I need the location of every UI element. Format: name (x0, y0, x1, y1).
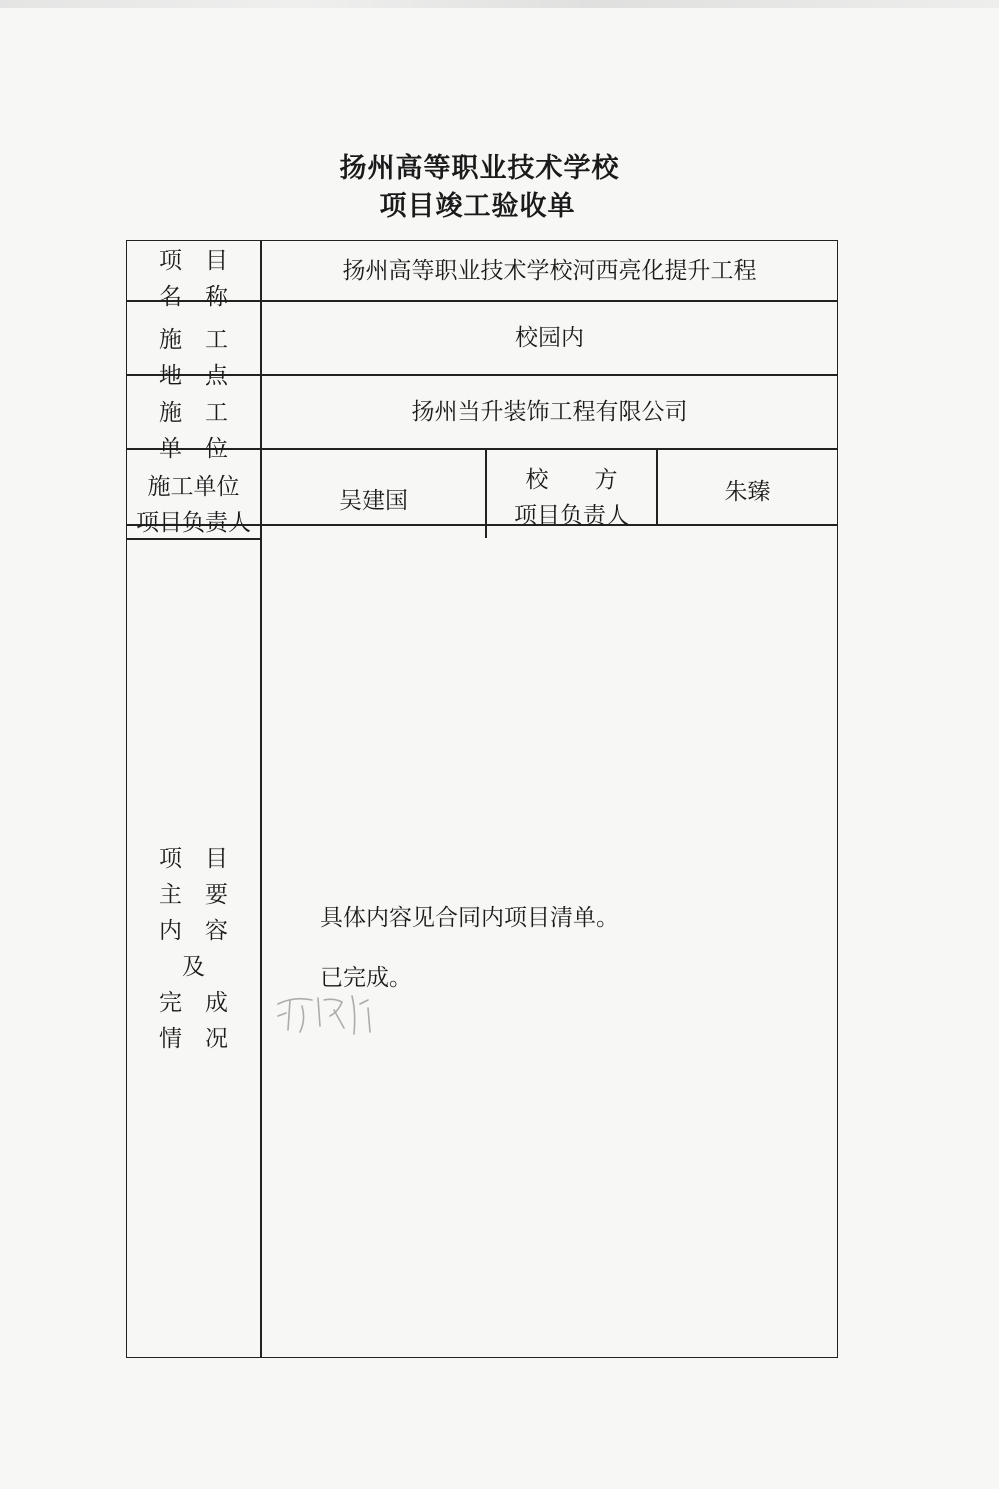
site-label (127, 320, 260, 396)
label-line: 地 点 (159, 363, 228, 389)
school-manager-label (487, 459, 656, 537)
project-name-label (127, 241, 260, 316)
label-line: 完 成 (159, 990, 228, 1016)
label-line: 施 工 (159, 400, 228, 426)
acceptance-form-table (126, 240, 838, 1358)
label-line: 情 况 (159, 1026, 228, 1052)
scan-edge (0, 0, 999, 8)
label-line: 名 称 (159, 283, 228, 310)
label-line: 项目负责人 (514, 503, 629, 529)
label-line: 项 目 (159, 846, 228, 872)
label-line: 主 要 (159, 882, 228, 908)
form-title: 项目竣工验收单 (379, 191, 576, 222)
label-line: 单 位 (159, 436, 228, 462)
label-line: 及 (182, 954, 205, 980)
contractor-manager-value: 吴建国 (339, 488, 408, 514)
label-line: 内 容 (159, 918, 228, 944)
content-detail: 具体内容见合同内项目清单。 (320, 905, 619, 931)
label-line: 施工单位 (147, 474, 240, 500)
contractor-manager-label (127, 467, 260, 543)
content-label (127, 841, 260, 1065)
label-line: 项 目 (159, 247, 228, 274)
label-line: 施 工 (159, 327, 228, 353)
contractor-value: 扬州当升装饰工程有限公司 (411, 399, 688, 425)
completion-status: 已完成。 (320, 965, 412, 991)
handwritten-signature (272, 986, 382, 1046)
label-line: 项目负责人 (136, 510, 251, 536)
school-manager-value: 朱臻 (724, 479, 771, 505)
project-name-value: 扬州高等职业技术学校河西亮化提升工程 (342, 257, 757, 284)
site-value: 校园内 (515, 325, 584, 351)
school-title: 扬州高等职业技术学校 (339, 153, 620, 184)
label-line: 校 方 (525, 467, 618, 493)
contractor-label (127, 393, 260, 469)
